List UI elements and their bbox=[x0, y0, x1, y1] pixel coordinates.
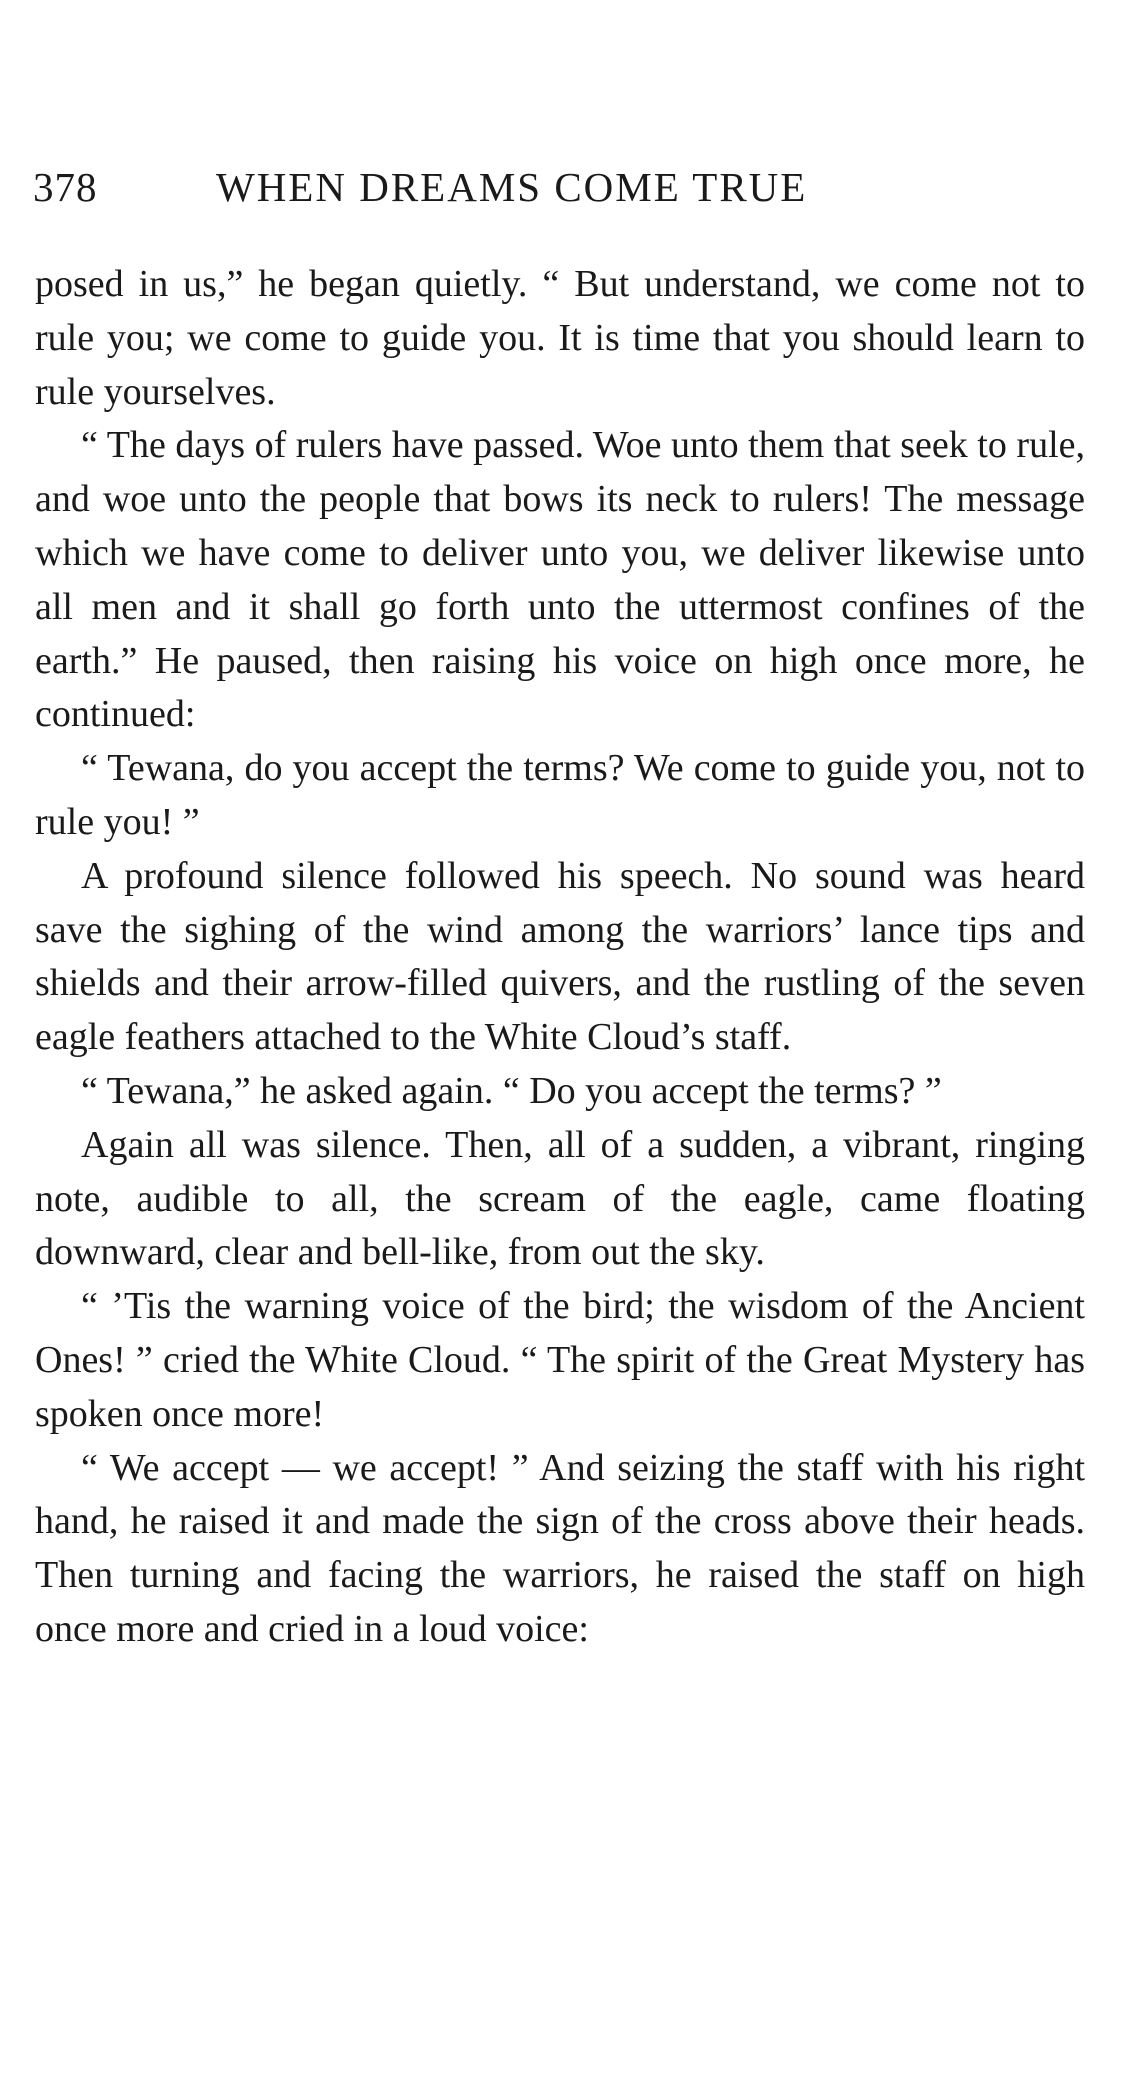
paragraph-3: “ Tewana, do you accept the terms? We come to guide you, not to rule you! ” bbox=[35, 747, 1085, 843]
page-number: 378 bbox=[33, 164, 98, 210]
page-header bbox=[33, 163, 1093, 223]
paragraph-6: Again all was silence. Then, all of a sudden, a vibrant, ringing note, audible to all, the scream of the eagle, came floating downward, clear and bell-like, from out the sky. bbox=[35, 1123, 1085, 1274]
paragraph-5: “ Tewana,” he asked again. “ Do you accept the terms? ” bbox=[81, 1069, 942, 1112]
paragraph-2: “ The days of rulers have passed. Woe unto them that seek to rule, and woe unto the people that bows its neck to rulers! The message which we have come to deliver unto you, we deliver likewise unto all men and it shall go forth unto the uttermost confines of the earth.” He paused, then raising his voice on high once more, he continued: bbox=[35, 424, 1085, 736]
paragraph-7: “ ’Tis the warning voice of the bird; the wisdom of the Ancient Ones! ” cried the White Cloud. “ The spirit of the Great Mystery has spoken once more! bbox=[35, 1285, 1085, 1435]
paragraph-4: A profound silence followed his speech. No sound was heard save the sighing of the wind among the warriors’ lance tips and shields and their arrow-filled quivers, and the rustling of the seven eagle feathers attached to the White Cloud’s staff. bbox=[35, 854, 1085, 1059]
paragraph-8: “ We accept — we accept! ” And seizing the staff with his right hand, he raised it and made the sign of the cross above their heads. Then turning and facing the warriors, he raised the staff on high once more and cried in a loud voice: bbox=[35, 1446, 1085, 1650]
paragraph-1: posed in us,” he began quietly. “ But understand, we come not to rule you; we come to guide you. It is time that you should learn to rule yourselves. bbox=[35, 263, 1085, 413]
body-text bbox=[35, 258, 1085, 1657]
running-head: WHEN DREAMS COME TRUE bbox=[216, 164, 808, 210]
